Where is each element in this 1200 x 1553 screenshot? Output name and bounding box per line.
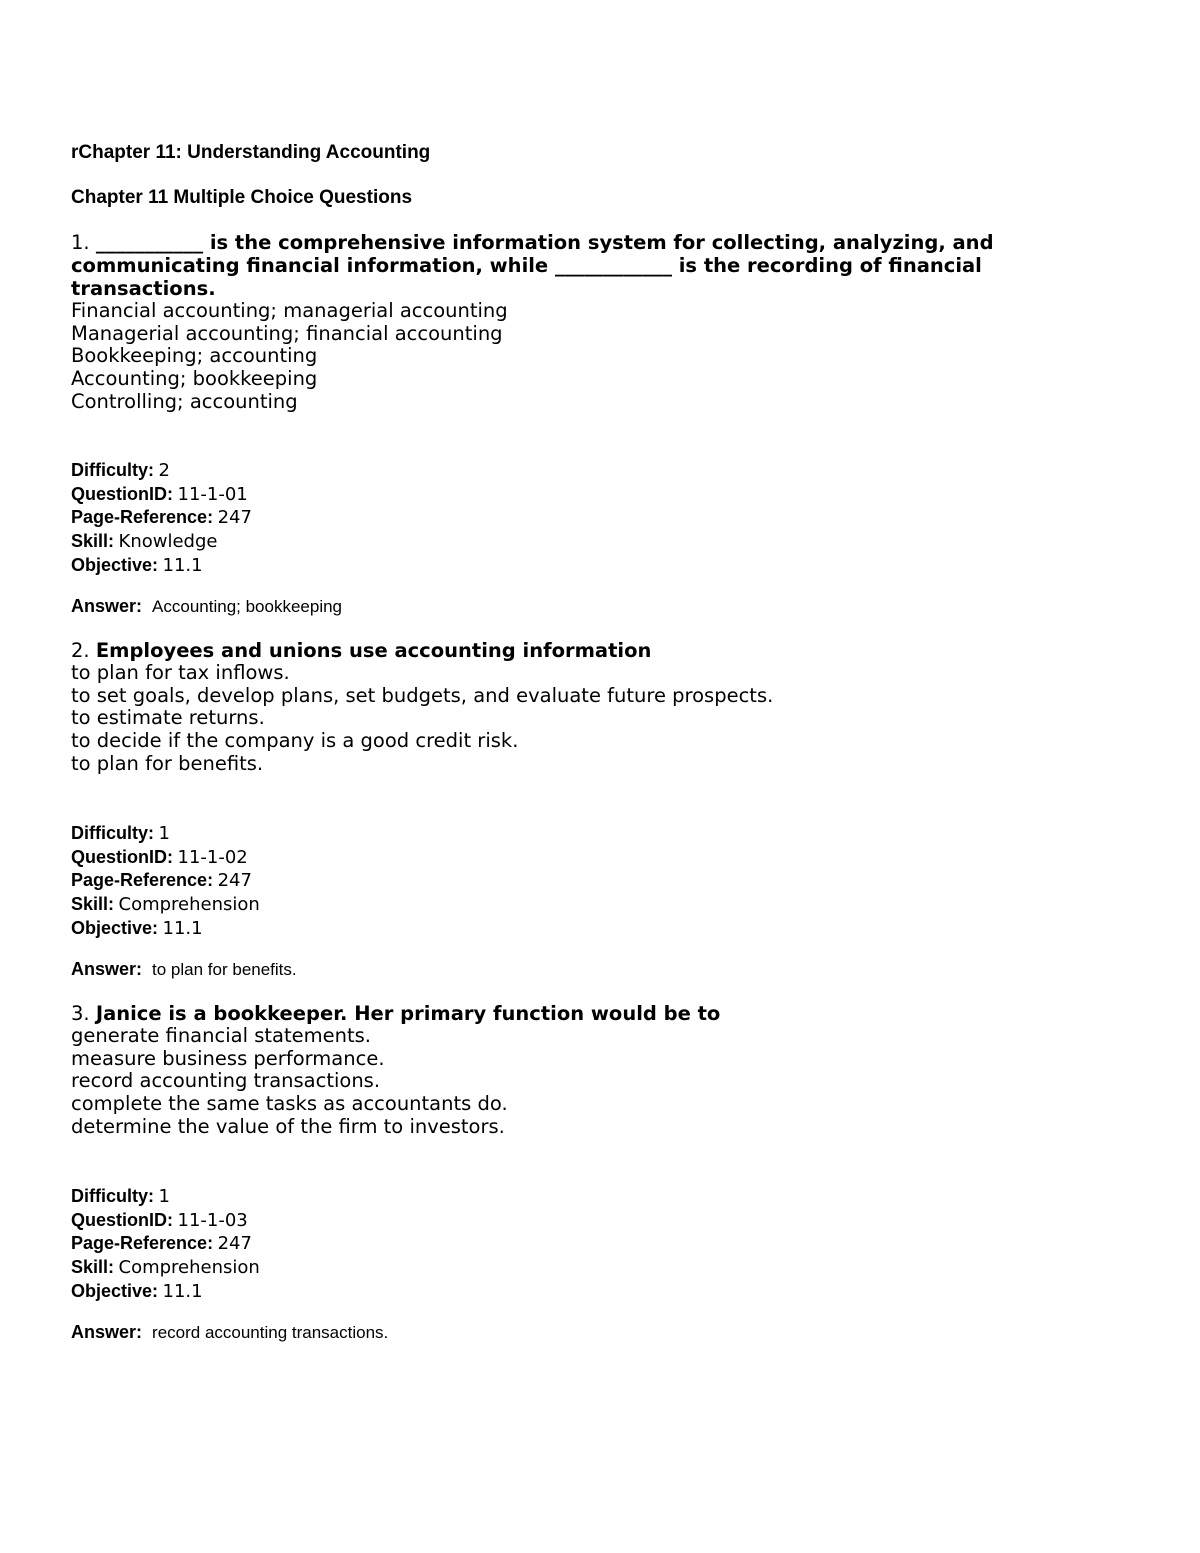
page-reference-row <box>71 869 260 893</box>
objective-value: 11.1 <box>162 917 203 939</box>
difficulty-label: Difficulty: <box>71 823 154 843</box>
option-e: determine the value of the firm to investors. <box>71 1114 505 1138</box>
option-b: to set goals, develop plans, set budgets, and evaluate future prospects. <box>71 683 774 707</box>
question-1 <box>71 231 1131 414</box>
question-stem <box>71 639 1131 662</box>
question-stem <box>71 231 1131 300</box>
question-id-value: 11-1-02 <box>177 846 248 868</box>
answer-label: Answer: <box>71 596 143 616</box>
option-d: complete the same tasks as accountants do. <box>71 1092 508 1116</box>
option-b: measure business performance. <box>71 1046 385 1070</box>
answer-options <box>71 662 1131 776</box>
page-reference-value: 247 <box>217 870 252 892</box>
option-b: Managerial accounting; financial accounting <box>71 321 503 345</box>
skill-row <box>71 893 260 917</box>
skill-value: Comprehension <box>118 1257 260 1279</box>
answer-label: Answer: <box>71 1322 143 1342</box>
difficulty-row <box>71 822 260 846</box>
skill-row <box>71 1256 260 1280</box>
question-number: 2. <box>71 639 90 662</box>
answer-options <box>71 300 1131 414</box>
chapter-title: rChapter 11: Understanding Accounting <box>71 142 431 163</box>
page-reference-label: Page-Reference: <box>71 1233 214 1254</box>
difficulty-label: Difficulty: <box>71 1186 154 1206</box>
page-reference-value: 247 <box>217 507 252 529</box>
option-c: record accounting transactions. <box>71 1069 381 1093</box>
answer-options <box>71 1025 1131 1139</box>
question-id-value: 11-1-03 <box>177 1209 248 1231</box>
question-3-metadata <box>71 1185 260 1304</box>
question-id-value: 11-1-01 <box>177 483 248 505</box>
difficulty-label: Difficulty: <box>71 460 154 480</box>
question-text: ___________ is the comprehensive information system for collecting, analyzing, and communicating financial information, while ____________ is the recording of financial transactions. <box>71 231 994 300</box>
page-reference-label: Page-Reference: <box>71 507 214 528</box>
option-a: generate financial statements. <box>71 1024 371 1047</box>
question-id-label: QuestionID: <box>71 1209 173 1230</box>
question-id-row <box>71 846 260 870</box>
option-e: to plan for benefits. <box>71 751 264 775</box>
skill-label: Skill: <box>71 1257 115 1278</box>
answer-value: record accounting transactions. <box>152 1323 389 1342</box>
difficulty-row <box>71 459 252 483</box>
question-stem <box>71 1002 1131 1025</box>
skill-value: Comprehension <box>118 894 260 916</box>
question-2-metadata <box>71 822 260 941</box>
objective-label: Objective: <box>71 1280 159 1301</box>
difficulty-value: 2 <box>158 460 170 481</box>
option-c: Bookkeeping; accounting <box>71 344 318 368</box>
skill-value: Knowledge <box>118 531 218 553</box>
answer-value: Accounting; bookkeeping <box>152 597 343 616</box>
option-a: to plan for tax inflows. <box>71 661 290 684</box>
question-id-label: QuestionID: <box>71 846 173 867</box>
question-text: Employees and unions use accounting information <box>95 639 652 662</box>
question-2 <box>71 639 1131 776</box>
option-d: Accounting; bookkeeping <box>71 367 318 391</box>
question-3-answer <box>71 1321 388 1344</box>
difficulty-row <box>71 1185 260 1209</box>
question-1-metadata <box>71 459 252 578</box>
question-number: 3. <box>71 1002 90 1025</box>
page-reference-value: 247 <box>217 1233 252 1255</box>
objective-row <box>71 1280 260 1304</box>
question-1-answer <box>71 595 342 618</box>
question-number: 1. <box>71 231 90 254</box>
objective-value: 11.1 <box>162 554 203 576</box>
objective-label: Objective: <box>71 554 159 575</box>
question-id-label: QuestionID: <box>71 483 173 504</box>
skill-label: Skill: <box>71 894 115 915</box>
option-e: Controlling; accounting <box>71 389 298 413</box>
answer-value: to plan for benefits. <box>152 960 297 979</box>
answer-label: Answer: <box>71 959 143 979</box>
option-d: to decide if the company is a good credit risk. <box>71 729 519 753</box>
section-title: Chapter 11 Multiple Choice Questions <box>71 187 413 208</box>
skill-label: Skill: <box>71 531 115 552</box>
skill-row <box>71 530 252 554</box>
page-reference-row <box>71 506 252 530</box>
objective-label: Objective: <box>71 917 159 938</box>
difficulty-value: 1 <box>158 823 170 844</box>
question-text: Janice is a bookkeeper. Her primary function would be to <box>95 1002 721 1025</box>
question-id-row <box>71 1209 260 1233</box>
objective-value: 11.1 <box>162 1280 203 1302</box>
question-2-answer <box>71 958 297 981</box>
difficulty-value: 1 <box>158 1186 170 1207</box>
option-a: Financial accounting; managerial accounting <box>71 299 508 322</box>
objective-row <box>71 554 252 578</box>
question-id-row <box>71 483 252 507</box>
option-c: to estimate returns. <box>71 706 265 730</box>
objective-row <box>71 917 260 941</box>
page-reference-row <box>71 1232 260 1256</box>
question-3 <box>71 1002 1131 1139</box>
page-reference-label: Page-Reference: <box>71 870 214 891</box>
